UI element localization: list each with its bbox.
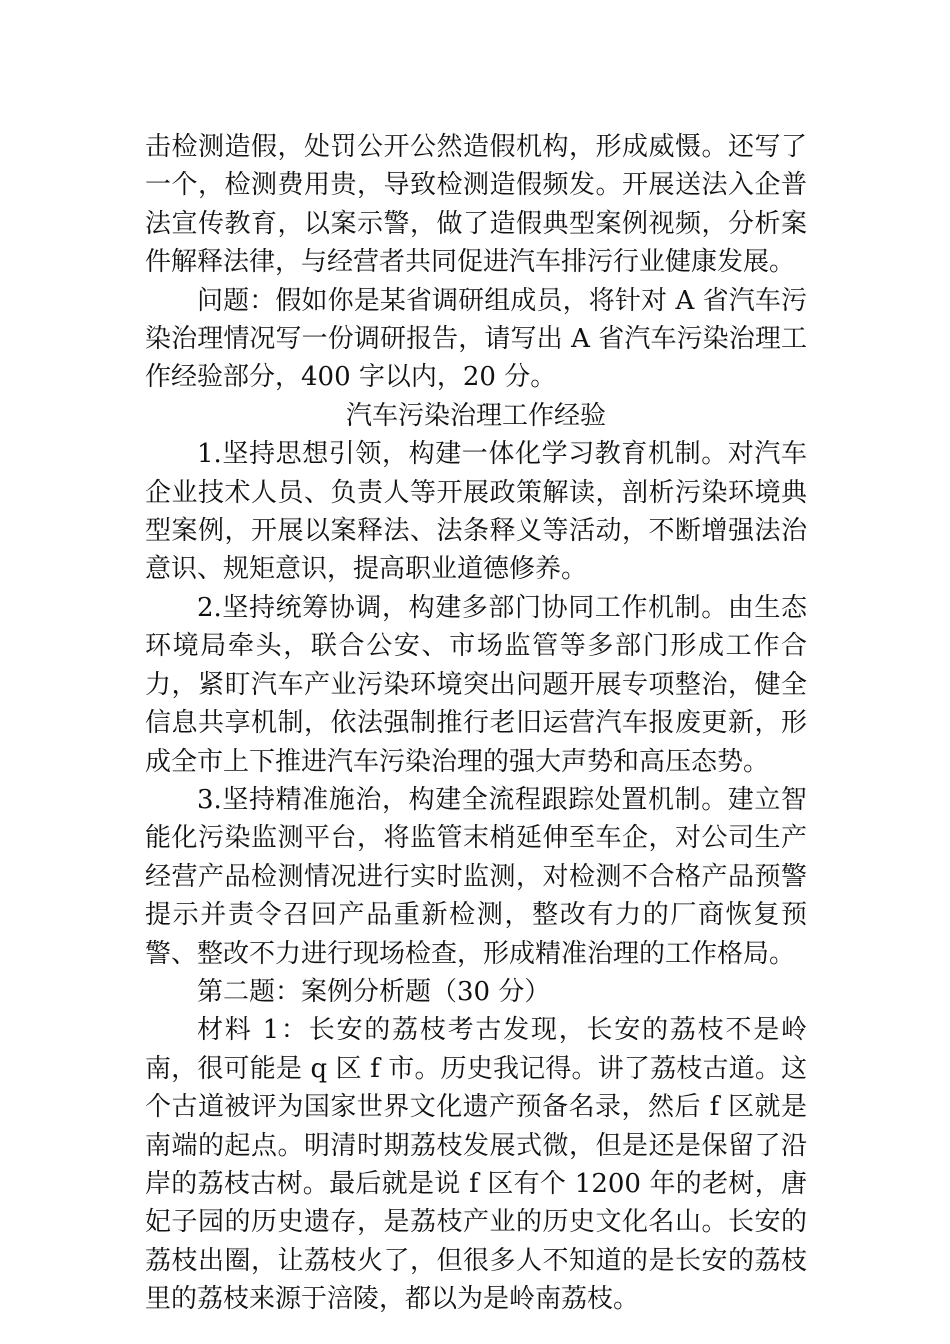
section-title: 汽车污染治理工作经验 [345, 400, 606, 431]
paragraph-question: 问题：假如你是某省调研组成员，将针对 A 省汽车污染治理情况写一份调研报告，请写出 A 省汽车污染治理工作经验部分，400 字以内，20 分。 [145, 285, 807, 393]
document-body [145, 128, 807, 1319]
paragraph-point-1: 1.坚持思想引领，构建一体化学习教育机制。对汽车企业技术人员、负责人等开展政策解读，剖析污染环境典型案例，开展以案释法、法条释义等活动，不断增强法治意识、规矩意识，提高职业道德修养。 [145, 439, 807, 585]
paragraph-point-3: 3.坚持精准施治，构建全流程跟踪处置机制。建立智能化污染监测平台，将监管末梢延伸至车企，对公司生产经营产品检测情况进行实时监测，对检测不合格产品预警提示并责令召回产品重新检测，整改有力的厂商恢复预警、整改不力进行现场检查，形成精准治理的工作格局。 [145, 784, 807, 969]
question-2-heading: 第二题：案例分析题（30 分） [197, 976, 551, 1007]
paragraph-continuation: 击检测造假，处罚公开公然造假机构，形成威慑。还写了一个，检测费用贵，导致检测造假频发。开展送法入企普法宣传教育，以案示警，做了造假典型案例视频，分析案件解释法律，与经营者共同促进汽车排污行业健康发展。 [145, 132, 807, 278]
paragraph-point-2: 2.坚持统筹协调，构建多部门协同工作机制。由生态环境局牵头，联合公安、市场监管等多部门形成工作合力，紧盯汽车产业污染环境突出问题开展专项整治，健全信息共享机制，依法强制推行老旧运营汽车报废更新，形成全市上下推进汽车污染治理的强大声势和高压态势。 [145, 592, 807, 777]
paragraph-material-1: 材料 1：长安的荔枝考古发现，长安的荔枝不是岭南，很可能是 q 区 f 市。历史我记得。讲了荔枝古道。这个古道被评为国家世界文化遗产预备名录，然后 f 区就是南端的起点。明清时期荔枝发展式微，但是还是保留了沿岸的荔枝古树。最后就是说 f 区有个 1200 年的老树，唐妃子园的历史遗存，是荔枝产业的历史文化名山。长安的荔枝出圈，让荔枝火了，但很多人不知道的是长安的荔枝里的荔枝来源于涪陵，都以为是岭南荔枝。 [145, 1015, 807, 1315]
